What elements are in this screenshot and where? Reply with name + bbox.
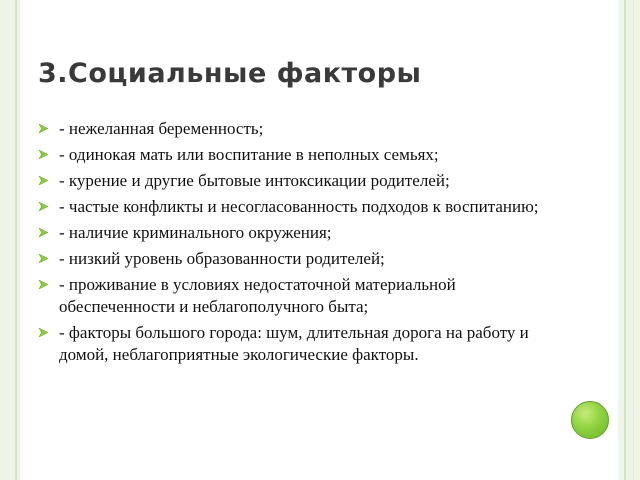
list-item bbox=[38, 196, 568, 218]
list-item bbox=[38, 222, 568, 244]
list-item bbox=[38, 118, 568, 140]
bullet-marker-icon bbox=[38, 327, 49, 338]
left-frame-line bbox=[15, 0, 17, 480]
list-item bbox=[38, 170, 568, 192]
bullet-text: - нежеланная беременность; bbox=[59, 119, 264, 138]
green-circle-decoration bbox=[571, 401, 609, 439]
bullet-marker-icon bbox=[38, 175, 49, 186]
bullet-marker-icon bbox=[38, 279, 49, 290]
bullet-marker-icon bbox=[38, 149, 49, 160]
bullet-list bbox=[38, 118, 568, 370]
right-frame-line bbox=[624, 0, 626, 480]
bullet-text: - частые конфликты и несогласованность подходов к воспитанию; bbox=[59, 197, 539, 216]
list-item bbox=[38, 274, 568, 318]
bullet-text: - одинокая мать или воспитание в неполных семьях; bbox=[59, 145, 439, 164]
bullet-text: - проживание в условиях недостаточной материальной обеспеченности и неблагополучного быта; bbox=[59, 275, 456, 316]
bullet-text: - курение и другие бытовые интоксикации родителей; bbox=[59, 171, 450, 190]
bullet-text: - факторы большого города: шум, длительная дорога на работу и домой, неблагоприятные экологические факторы. bbox=[59, 323, 529, 364]
list-item bbox=[38, 144, 568, 166]
list-item bbox=[38, 248, 568, 270]
bullet-marker-icon bbox=[38, 123, 49, 134]
slide-title: 3.Социальные факторы bbox=[38, 58, 422, 89]
right-frame-line-thin bbox=[633, 0, 634, 480]
list-item bbox=[38, 322, 568, 366]
bullet-marker-icon bbox=[38, 227, 49, 238]
bullet-marker-icon bbox=[38, 253, 49, 264]
bullet-text: - низкий уровень образованности родителей; bbox=[59, 249, 385, 268]
right-frame-bar bbox=[618, 0, 640, 480]
left-frame-bar bbox=[0, 0, 20, 480]
bullet-text: - наличие криминального окружения; bbox=[59, 223, 332, 242]
bullet-marker-icon bbox=[38, 201, 49, 212]
